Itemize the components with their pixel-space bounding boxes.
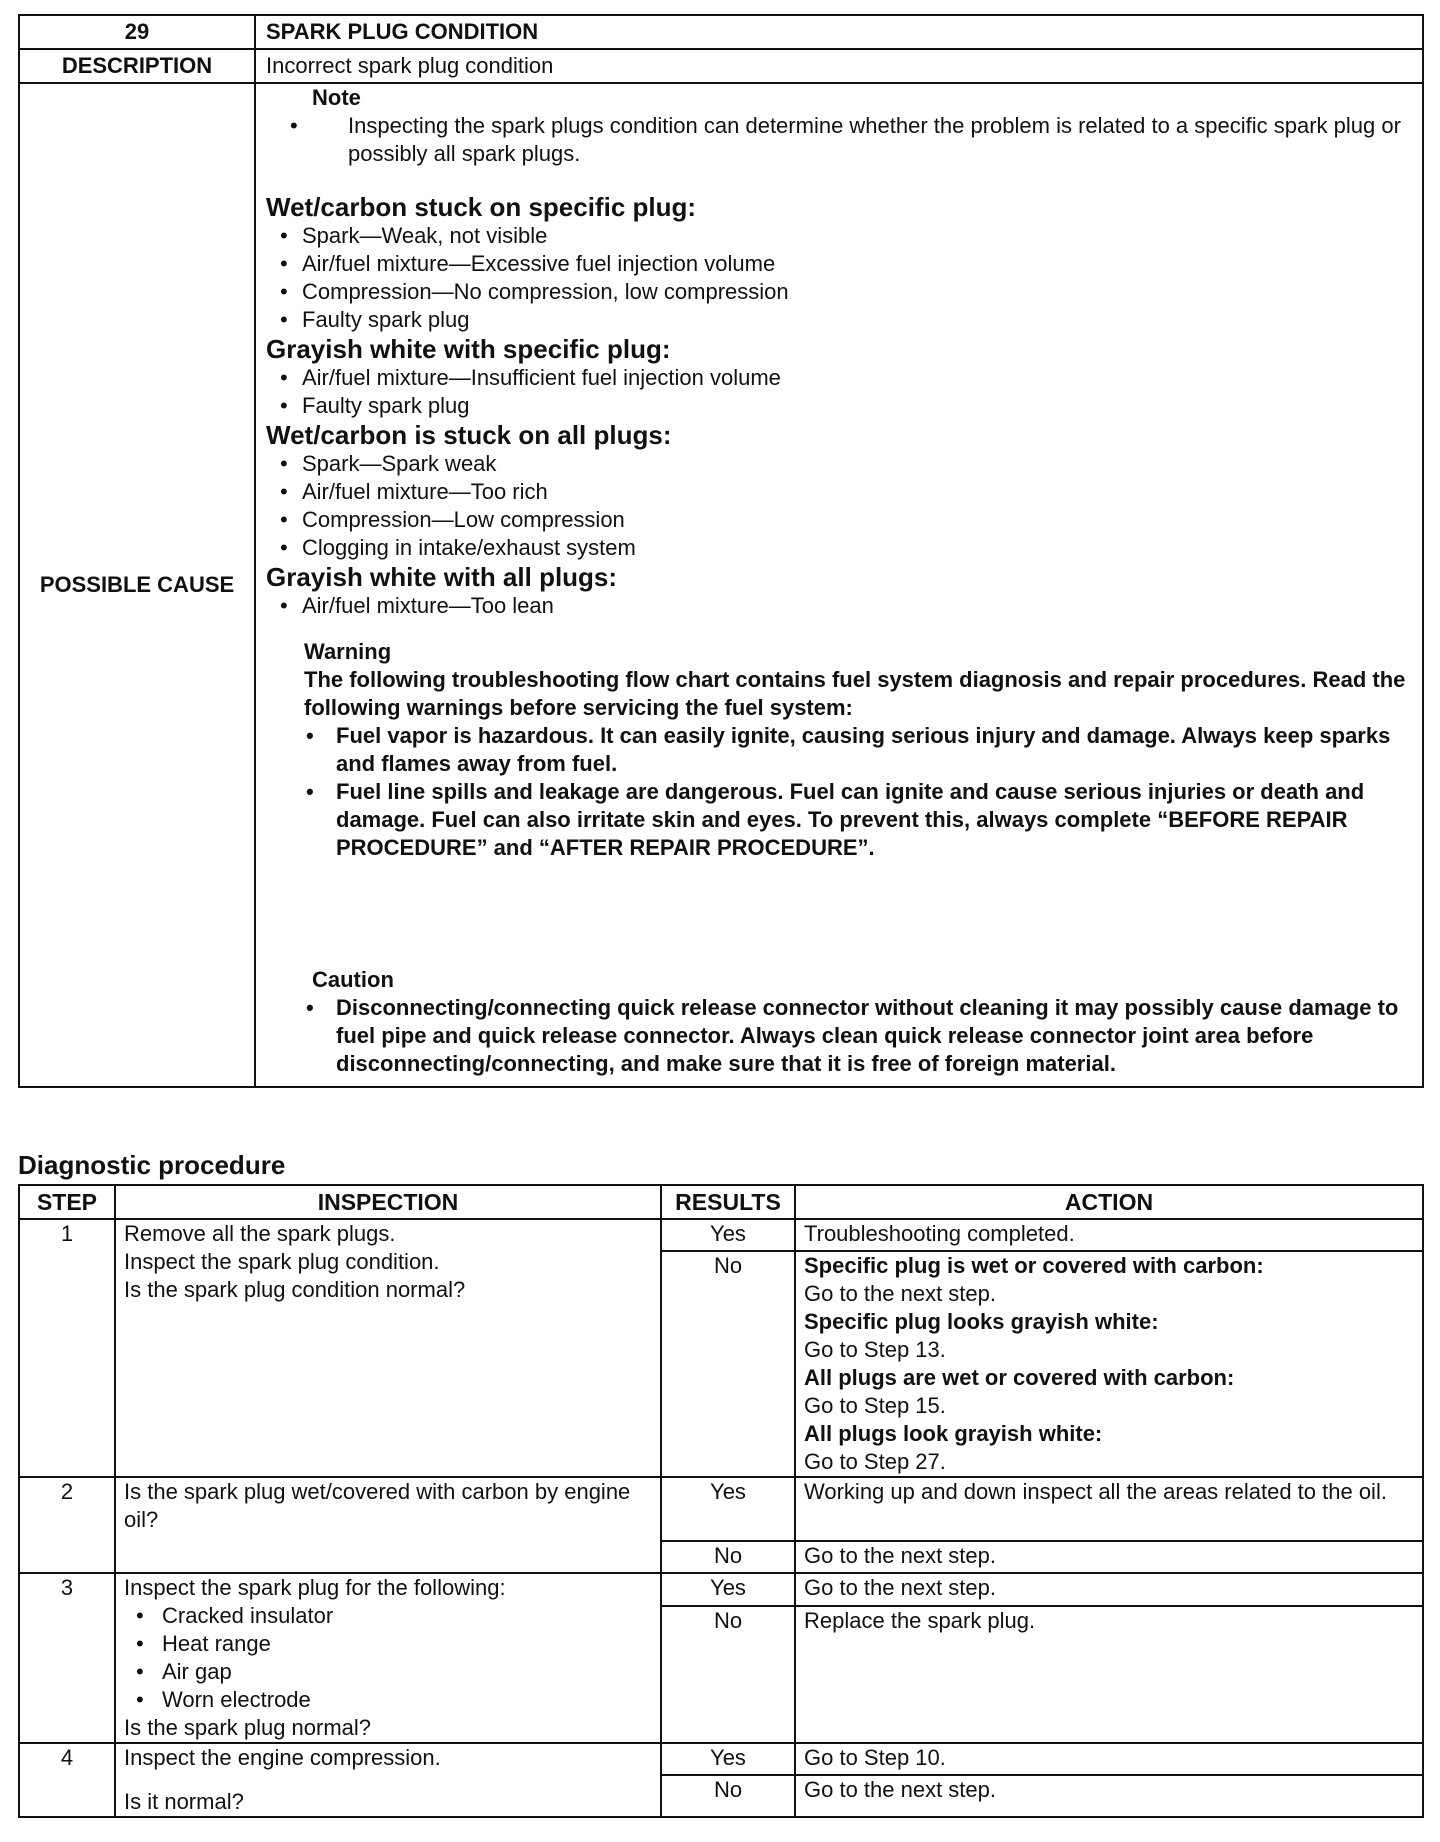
inspection-item: • Cracked insulator	[124, 1602, 660, 1630]
item-title: SPARK PLUG CONDITION	[255, 15, 1423, 49]
cause-item: • Faulty spark plug	[266, 392, 1412, 420]
action-text: Go to Step 27.	[804, 1449, 946, 1474]
action-text: Go to the next step.	[804, 1281, 997, 1306]
inspection-line: Is the spark plug normal?	[124, 1715, 372, 1740]
action-yes: Go to the next step.	[795, 1573, 1423, 1606]
diagnostic-procedure-title: Diagnostic procedure	[18, 1150, 286, 1180]
step-inspection	[115, 1573, 661, 1743]
step-inspection	[115, 1219, 661, 1477]
step-inspection: Is the spark plug wet/covered with carbon by engine oil?	[115, 1477, 661, 1573]
step-number: 4	[19, 1743, 115, 1817]
item-number: 29	[19, 15, 255, 49]
action-condition: All plugs look grayish white:	[804, 1421, 1103, 1446]
result-yes: Yes	[661, 1477, 795, 1541]
warning-item: • Fuel line spills and leakage are dangerous. Fuel can ignite and cause serious injuries or death and damage. Fuel can also irritate skin and eyes. To prevent this, always complete “BEFORE REPAIR PROCEDURE” and “AFTER REPAIR PROCEDURE”.	[304, 778, 1412, 862]
warning-item: • Fuel vapor is hazardous. It can easily ignite, causing serious injury and damage. Always keep sparks and flames away from fuel.	[304, 722, 1412, 778]
cause-item: • Air/fuel mixture—Too rich	[266, 478, 1412, 506]
cause-item: • Spark—Weak, not visible	[266, 222, 1412, 250]
inspection-item: • Worn electrode	[124, 1686, 660, 1714]
inspection-line: Remove all the spark plugs.	[124, 1221, 396, 1246]
cause-item: • Spark—Spark weak	[266, 450, 1412, 478]
action-condition: All plugs are wet or covered with carbon:	[804, 1365, 1235, 1390]
inspection-line: Is it normal?	[124, 1789, 244, 1814]
diagnostic-procedure-table	[18, 1184, 1424, 1818]
result-yes: Yes	[661, 1743, 795, 1775]
inspection-item: • Heat range	[124, 1630, 660, 1658]
action-no: Replace the spark plug.	[795, 1606, 1423, 1743]
col-results: RESULTS	[661, 1185, 795, 1219]
result-no: No	[661, 1606, 795, 1743]
possible-cause-label: POSSIBLE CAUSE	[19, 83, 255, 1087]
cause-group	[266, 334, 1412, 420]
action-yes: Troubleshooting completed.	[795, 1219, 1423, 1251]
warning-title: Warning	[304, 639, 392, 664]
inspection-line: Inspect the spark plug for the following:	[124, 1575, 506, 1600]
cause-heading: Grayish white with all plugs:	[266, 562, 618, 592]
col-inspection: INSPECTION	[115, 1185, 661, 1219]
cause-group	[266, 562, 1412, 620]
inspection-item: • Air gap	[124, 1658, 660, 1686]
action-yes: Go to Step 10.	[795, 1743, 1423, 1775]
col-action: ACTION	[795, 1185, 1423, 1219]
action-text: Go to Step 15.	[804, 1393, 946, 1418]
result-no: No	[661, 1541, 795, 1573]
action-no	[795, 1251, 1423, 1477]
caution-block	[266, 966, 1412, 1078]
cause-item: • Compression—No compression, low compression	[266, 278, 1412, 306]
warning-block	[266, 638, 1412, 862]
action-condition: Specific plug looks grayish white:	[804, 1309, 1159, 1334]
step-number: 2	[19, 1477, 115, 1573]
caution-title: Caution	[312, 967, 394, 992]
action-text: Go to Step 13.	[804, 1337, 946, 1362]
caution-item: • Disconnecting/connecting quick release connector without cleaning it may possibly cause damage to fuel pipe and quick release connector. Always clean quick release connector joint area before disconnecting/connecting, and make sure that it is free of foreign material.	[312, 994, 1412, 1078]
inspection-line: Inspect the spark plug condition.	[124, 1249, 440, 1274]
action-condition: Specific plug is wet or covered with carbon:	[804, 1253, 1264, 1278]
cause-item: • Air/fuel mixture—Excessive fuel injection volume	[266, 250, 1412, 278]
cause-item: • Faulty spark plug	[266, 306, 1412, 334]
cause-heading: Wet/carbon is stuck on all plugs:	[266, 420, 672, 450]
spark-plug-condition-table	[18, 14, 1424, 1088]
step-number: 1	[19, 1219, 115, 1477]
note-item: • Inspecting the spark plugs condition can determine whether the problem is related to a specific spark plug or possibly all spark plugs.	[276, 112, 1412, 168]
action-yes: Working up and down inspect all the areas related to the oil.	[795, 1477, 1423, 1541]
step-inspection	[115, 1743, 661, 1817]
result-no: No	[661, 1251, 795, 1477]
note-block	[266, 84, 1412, 168]
col-step: STEP	[19, 1185, 115, 1219]
cause-group	[266, 420, 1412, 562]
cause-heading: Wet/carbon stuck on specific plug:	[266, 192, 697, 222]
result-yes: Yes	[661, 1573, 795, 1606]
possible-cause-content	[255, 83, 1423, 1087]
step-number: 3	[19, 1573, 115, 1743]
action-no: Go to the next step.	[795, 1775, 1423, 1817]
cause-heading: Grayish white with specific plug:	[266, 334, 671, 364]
note-title: Note	[312, 85, 361, 110]
cause-item: • Air/fuel mixture—Too lean	[266, 592, 1412, 620]
cause-group	[266, 192, 1412, 334]
inspection-line: Inspect the engine compression.	[124, 1745, 441, 1770]
description-label: DESCRIPTION	[19, 49, 255, 83]
warning-text: The following troubleshooting flow chart contains fuel system diagnosis and repair procedures. Read the following warnings before servicing the fuel system:	[304, 667, 1406, 720]
inspection-line: Is the spark plug condition normal?	[124, 1277, 466, 1302]
cause-item: • Compression—Low compression	[266, 506, 1412, 534]
description-text: Incorrect spark plug condition	[255, 49, 1423, 83]
action-no: Go to the next step.	[795, 1541, 1423, 1573]
cause-item: • Clogging in intake/exhaust system	[266, 534, 1412, 562]
cause-item: • Air/fuel mixture—Insufficient fuel injection volume	[266, 364, 1412, 392]
result-no: No	[661, 1775, 795, 1817]
result-yes: Yes	[661, 1219, 795, 1251]
